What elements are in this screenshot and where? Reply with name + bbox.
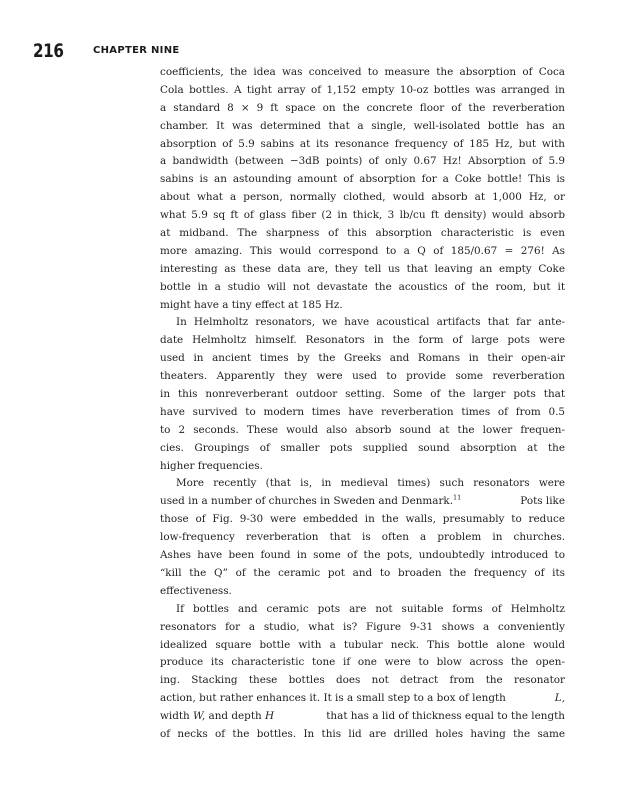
text-line: what 5.9 sq ft of glass fiber (2 in thick, 3 lb/cu ft density) would absorb (160, 209, 565, 222)
text-line: of necks of the bottles. In this lid are drilled holes having the same (160, 727, 565, 740)
text-line: Ashes have been found in some of the pots, undoubtedly introduced to (160, 549, 565, 562)
text-fragment: that has a lid of thickness equal to the length (322, 710, 565, 723)
text-line: used in ancient times by the Greeks and Romans in their open-air (160, 352, 565, 365)
text-line-with-italic (160, 690, 565, 708)
chapter-title: CHAPTER NINE (93, 45, 180, 56)
text-line: ing. Stacking these bottles does not detract from the resonator (160, 674, 565, 687)
paragraph-start: In Helmholtz resonators, we have acoustical artifacts that far ante- (176, 316, 565, 329)
page-number: 216 (33, 40, 64, 62)
text-line: a bandwidth (between −3dB points) of only 0.67 Hz! Absorption of 5.9 (160, 155, 565, 168)
footnote-ref: 11 (453, 493, 462, 502)
text-line: higher frequencies. (160, 459, 263, 472)
text-line: cies. Groupings of smaller pots supplied sound absorption at the (160, 441, 565, 454)
text-line-with-italic (160, 708, 565, 726)
text-line: sabins is an astounding amount of absorption for a Coke bottle! This is (160, 173, 565, 186)
text-fragment: and depth (205, 710, 265, 723)
text-line: to 2 seconds. These would also absorb sound at the lower frequen- (160, 423, 565, 436)
text-line: “kill the Q” of the ceramic pot and to broaden the frequency of its (160, 566, 565, 579)
text-line: absorption of 5.9 sabins at its resonance frequency of 185 Hz, but with (160, 137, 565, 150)
text-line: at midband. The sharpness of this absorption characteristic is even (160, 227, 565, 240)
text-line: produce its characteristic tone if one were to blow across the open- (160, 656, 565, 669)
text-line: about what a person, normally clothed, would absorb at 1,000 Hz, or (160, 191, 565, 204)
text-line: in this nonreverberant outdoor setting. Some of the larger pots that (160, 388, 565, 401)
text-line: coefficients, the idea was conceived to measure the absorption of Coca (160, 66, 565, 78)
text-line: a standard 8 × 9 ft space on the concrete floor of the reverberation (160, 101, 565, 114)
italic-var: W, (193, 710, 206, 723)
text-line: idealized square bottle with a tubular neck. This bottle alone would (160, 638, 565, 651)
text-line: Cola bottles. A tight array of 1,152 empty 10-oz bottles was arranged in (160, 83, 565, 96)
text-line: have survived to modern times have reverberation times of from 0.5 (160, 405, 565, 418)
text-line: low-frequency reverberation that is often a problem in churches. (160, 531, 565, 544)
italic-var: L, (554, 692, 565, 705)
body-text (160, 64, 565, 744)
text-line: interesting as these data are, they tell us that leaving an empty Coke (160, 262, 565, 275)
italic-var: H (265, 710, 275, 723)
paragraph-start: If bottles and ceramic pots are not suitable forms of Helmholtz (176, 602, 565, 615)
text-line: effectiveness. (160, 584, 232, 597)
text-fragment: width (160, 710, 194, 723)
text-line: theaters. Apparently they were used to provide some reverberation (160, 370, 565, 383)
text-line: resonators for a studio, what is? Figure 9-31 shows a conveniently (160, 620, 565, 633)
text-fragment: Pots like (520, 495, 565, 508)
paragraph-start: More recently (that is, in medieval times) such resonators were (176, 477, 565, 490)
text-line: more amazing. This would correspond to a Q of 185/0.67 = 276! As (160, 244, 565, 257)
text-fragment: action, but rather enhances it. It is a small step to a box of length (160, 692, 506, 705)
text-line: might have a tiny effect at 185 Hz. (160, 298, 343, 311)
text-segment (160, 493, 461, 511)
text-fragment: used in a number of churches in Sweden and Denmark. (160, 495, 454, 508)
text-line: bottle in a studio will not devastate the acoustics of the room, but it (160, 280, 565, 293)
text-line-with-footnote (160, 493, 565, 511)
text-line: those of Fig. 9-30 were embedded in the walls, presumably to reduce (160, 513, 565, 526)
text-line: date Helmholtz himself. Resonators in the form of large pots were (160, 334, 565, 347)
text-line: chamber. It was determined that a single, well-isolated bottle has an (160, 119, 565, 132)
